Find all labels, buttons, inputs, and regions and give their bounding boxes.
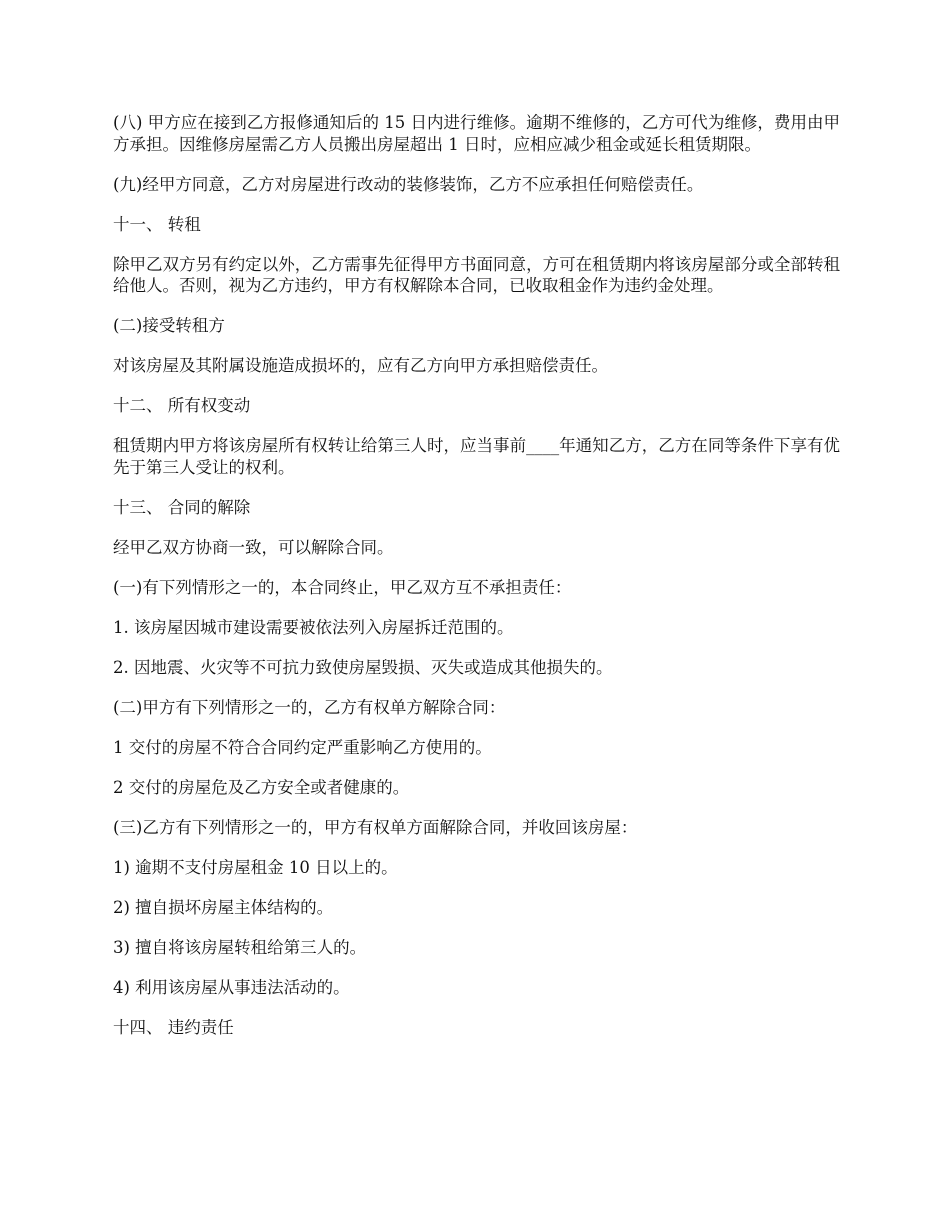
list-item-structure-damage: 2) 擅自损坏房屋主体结构的。 [113,897,334,917]
paragraph-landlord-termination-rights: (三)乙方有下列情形之一的，甲方有权单方面解除合同，并收回该房屋： [113,817,638,837]
section-heading-ownership-change: 十二、 所有权变动 [113,396,251,415]
section-heading-sublease: 十一、 转租 [113,214,201,234]
paragraph-renovation-clause: (九)经甲方同意，乙方对房屋进行改动的装修装饰，乙方不应承担任何赔偿责任。 [113,174,704,194]
paragraph-mutual-termination: 经甲乙双方协商一致，可以解除合同。 [113,537,394,557]
list-item-overdue-rent: 1) 逾期不支付房屋租金 10 日以上的。 [113,857,398,877]
paragraph-sublease-terms: 除甲乙双方另有约定以外，乙方需事先征得甲方书面同意，方可在租赁期内将该房屋部分或全部转租给他人。否则，视为乙方违约，甲方有权解除本合同，已收取租金作为违约金处理。 [113,254,840,295]
paragraph-sublessee: (二)接受转租方 [113,316,225,335]
paragraph-ownership-transfer: 租赁期内甲方将该房屋所有权转让给第三人时，应当事前____年通知乙方，乙方在同等条件下享有优先于第三人受让的权利。 [113,436,840,477]
section-heading-termination: 十三、 合同的解除 [113,497,251,517]
list-item-illegal-activity: 4) 利用该房屋从事违法活动的。 [113,977,350,997]
section-heading-breach-liability: 十四、 违约责任 [113,1017,234,1037]
paragraph-contract-ends: (一)有下列情形之一的，本合同终止，甲乙双方互不承担责任： [113,577,572,597]
paragraph-damage-liability: 对该房屋及其附属设施造成损坏的，应有乙方向甲方承担赔偿责任。 [113,356,608,375]
paragraph-repair-clause: (八) 甲方应在接到乙方报修通知后的 15 日内进行维修。逾期不维修的，乙方可代为维修，费用由甲方承担。因维修房屋需乙方人员搬出房屋超出 1 日时，应相应减少租金或延长租赁期限。 [113,113,840,154]
list-item-unauthorized-sublease: 3) 擅自将该房屋转租给第三人的。 [113,937,367,957]
list-item-nonconforming-house: 1 交付的房屋不符合合同约定严重影响乙方使用的。 [113,737,492,757]
document-body [113,112,840,1057]
list-item-force-majeure: 2. 因地震、火灾等不可抗力致使房屋毁损、灭失或造成其他损失的。 [113,657,613,677]
paragraph-tenant-termination-rights: (二)甲方有下列情形之一的，乙方有权单方解除合同： [113,697,506,717]
list-item-safety-risk: 2 交付的房屋危及乙方安全或者健康的。 [113,777,410,797]
list-item-demolition: 1. 该房屋因城市建设需要被依法列入房屋拆迁范围的。 [113,617,514,637]
